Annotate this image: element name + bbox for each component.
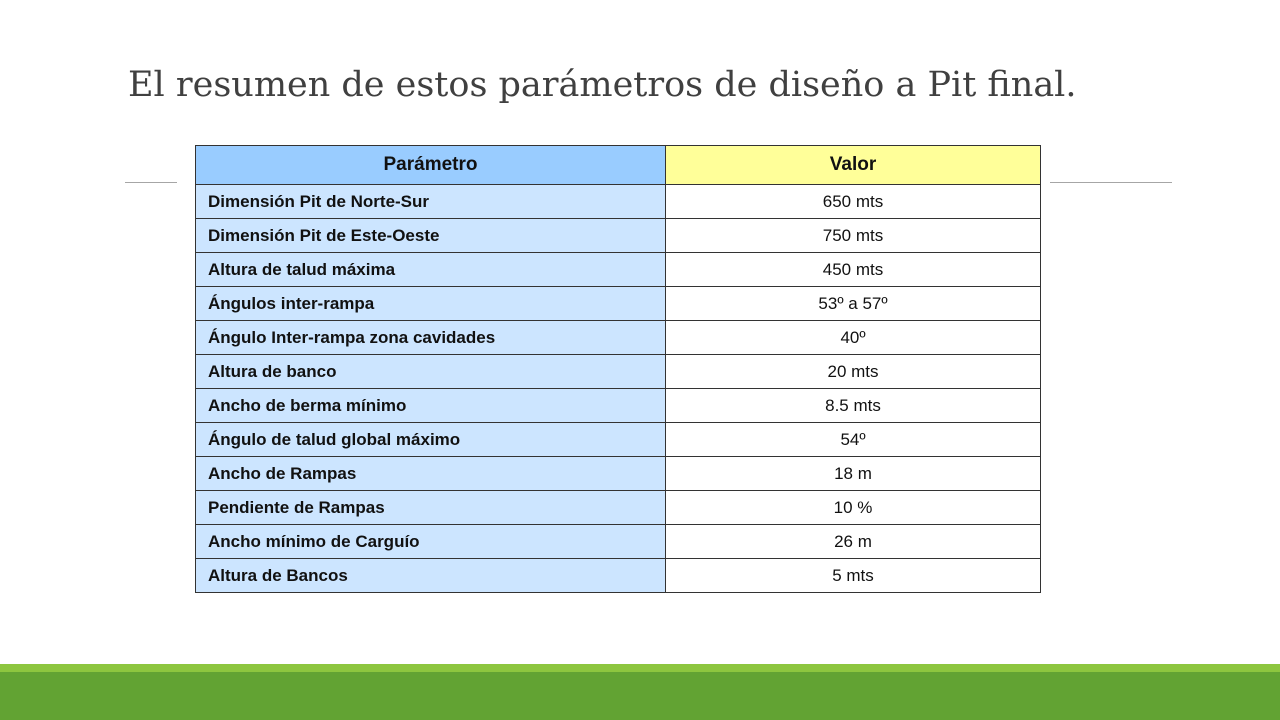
- value-cell: 750 mts: [666, 219, 1041, 253]
- value-cell: 26 m: [666, 525, 1041, 559]
- table-row: [196, 287, 1041, 321]
- title-divider-left: [125, 182, 177, 183]
- table-header-row: [196, 146, 1041, 185]
- table-row: [196, 389, 1041, 423]
- title-divider-right: [1050, 182, 1172, 183]
- parameter-cell: Altura de talud máxima: [196, 253, 666, 287]
- value-cell: 5 mts: [666, 559, 1041, 593]
- footer-bar: [0, 672, 1280, 720]
- parameter-cell: Dimensión Pit de Este-Oeste: [196, 219, 666, 253]
- parameter-cell: Ancho de Rampas: [196, 457, 666, 491]
- parameter-cell: Ancho mínimo de Carguío: [196, 525, 666, 559]
- table-row: [196, 355, 1041, 389]
- table-row: [196, 219, 1041, 253]
- footer-accent-stripe: [0, 664, 1280, 672]
- table-row: [196, 253, 1041, 287]
- parameter-cell: Altura de banco: [196, 355, 666, 389]
- table-row: [196, 423, 1041, 457]
- parameters-table: [195, 145, 1041, 593]
- value-cell: 40º: [666, 321, 1041, 355]
- parameter-cell: Ancho de berma mínimo: [196, 389, 666, 423]
- parameter-cell: Ángulo Inter-rampa zona cavidades: [196, 321, 666, 355]
- table-row: [196, 457, 1041, 491]
- value-cell: 8.5 mts: [666, 389, 1041, 423]
- value-cell: 53º a 57º: [666, 287, 1041, 321]
- table-row: [196, 321, 1041, 355]
- parameter-cell: Ángulos inter-rampa: [196, 287, 666, 321]
- slide-title: El resumen de estos parámetros de diseño a Pit final.: [128, 65, 1077, 105]
- value-cell: 20 mts: [666, 355, 1041, 389]
- parameter-cell: Pendiente de Rampas: [196, 491, 666, 525]
- column-header-value: Valor: [666, 146, 1041, 185]
- parameter-cell: Altura de Bancos: [196, 559, 666, 593]
- value-cell: 18 m: [666, 457, 1041, 491]
- table-row: [196, 491, 1041, 525]
- value-cell: 54º: [666, 423, 1041, 457]
- value-cell: 450 mts: [666, 253, 1041, 287]
- parameter-cell: Dimensión Pit de Norte-Sur: [196, 185, 666, 219]
- table-row: [196, 185, 1041, 219]
- column-header-parameter: Parámetro: [196, 146, 666, 185]
- table-row: [196, 525, 1041, 559]
- value-cell: 650 mts: [666, 185, 1041, 219]
- parameter-cell: Ángulo de talud global máximo: [196, 423, 666, 457]
- value-cell: 10 %: [666, 491, 1041, 525]
- table-row: [196, 559, 1041, 593]
